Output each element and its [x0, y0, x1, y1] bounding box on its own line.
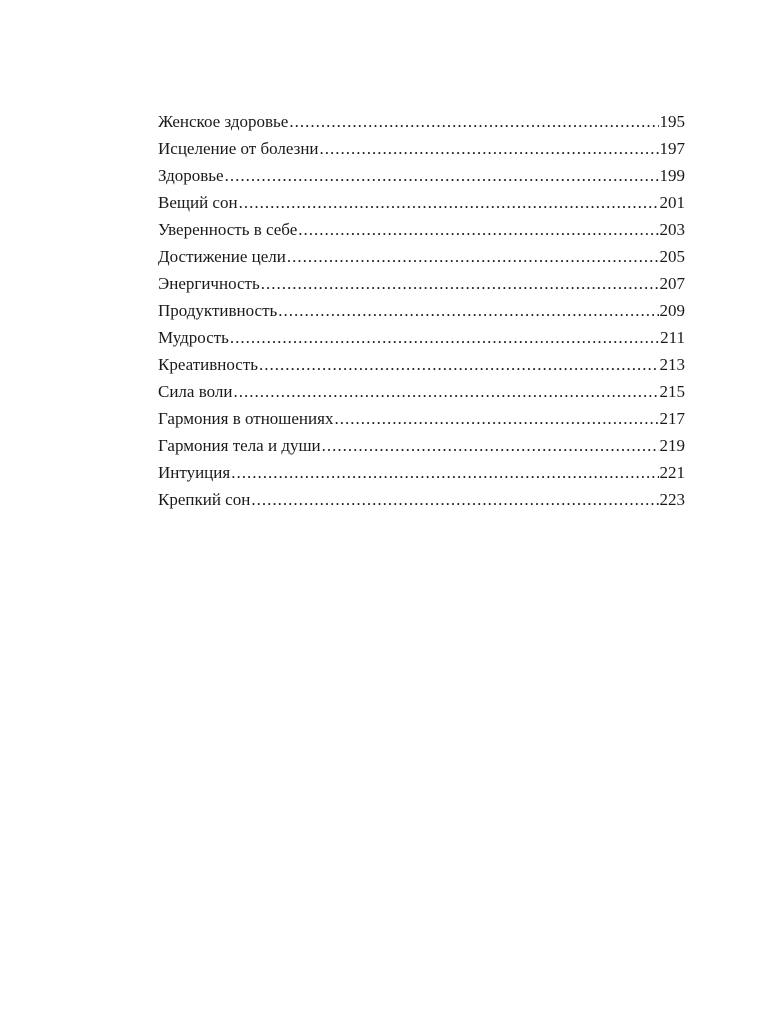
toc-entry — [158, 324, 685, 351]
toc-entry-title: Гармония в отношениях — [158, 409, 334, 428]
toc-entry-page: 221 — [659, 463, 685, 482]
toc-leader-dots — [259, 351, 659, 378]
toc-entry-title: Исцеление от болезни — [158, 139, 319, 158]
toc-entry — [158, 270, 685, 297]
toc-entry-page: 217 — [659, 409, 685, 428]
toc-entry — [158, 378, 685, 405]
toc-leader-dots — [278, 297, 658, 324]
toc-entry-page: 195 — [659, 112, 685, 131]
toc-entry-page: 209 — [659, 301, 685, 320]
toc-entry — [158, 486, 685, 513]
toc-entry-page: 219 — [659, 436, 685, 455]
toc-leader-dots — [322, 432, 659, 459]
toc-entry-page: 205 — [659, 247, 685, 266]
toc-entry-title: Креативность — [158, 355, 258, 374]
toc-leader-dots — [251, 486, 658, 513]
toc-entry — [158, 405, 685, 432]
table-of-contents — [158, 108, 685, 513]
toc-entry-title: Уверенность в себе — [158, 220, 298, 239]
toc-entry — [158, 432, 685, 459]
toc-leader-dots — [231, 459, 658, 486]
toc-entry — [158, 135, 685, 162]
toc-entry — [158, 216, 685, 243]
toc-entry-page: 197 — [659, 139, 685, 158]
toc-leader-dots — [261, 270, 659, 297]
toc-entry — [158, 243, 685, 270]
toc-entry-title: Крепкий сон — [158, 490, 251, 509]
toc-entry — [158, 108, 685, 135]
toc-entry-page: 201 — [659, 193, 685, 212]
toc-entry-page: 223 — [659, 490, 685, 509]
toc-entry-title: Достижение цели — [158, 247, 286, 266]
toc-entry-title: Продуктивность — [158, 301, 278, 320]
toc-leader-dots — [334, 405, 658, 432]
toc-leader-dots — [233, 378, 658, 405]
toc-entry — [158, 459, 685, 486]
toc-entry — [158, 189, 685, 216]
toc-leader-dots — [289, 108, 658, 135]
toc-entry-title: Женское здоровье — [158, 112, 289, 131]
toc-leader-dots — [287, 243, 659, 270]
toc-entry-title: Гармония тела и души — [158, 436, 321, 455]
toc-entry-title: Вещий сон — [158, 193, 238, 212]
toc-entry-page: 213 — [659, 355, 685, 374]
toc-entry-page: 203 — [659, 220, 685, 239]
toc-leader-dots — [320, 135, 659, 162]
toc-entry — [158, 351, 685, 378]
toc-entry-title: Интуиция — [158, 463, 231, 482]
toc-entry-page: 207 — [659, 274, 685, 293]
toc-entry-page: 199 — [659, 166, 685, 185]
toc-entry — [158, 297, 685, 324]
toc-entry — [158, 162, 685, 189]
toc-leader-dots — [239, 189, 659, 216]
toc-leader-dots — [298, 216, 658, 243]
toc-entry-page: 215 — [659, 382, 685, 401]
toc-entry-title: Сила воли — [158, 382, 233, 401]
toc-entry-title: Мудрость — [158, 328, 229, 347]
toc-entry-title: Здоровье — [158, 166, 224, 185]
toc-leader-dots — [230, 324, 659, 351]
toc-entry-title: Энергичность — [158, 274, 260, 293]
toc-leader-dots — [225, 162, 659, 189]
toc-entry-page: 211 — [660, 328, 685, 347]
